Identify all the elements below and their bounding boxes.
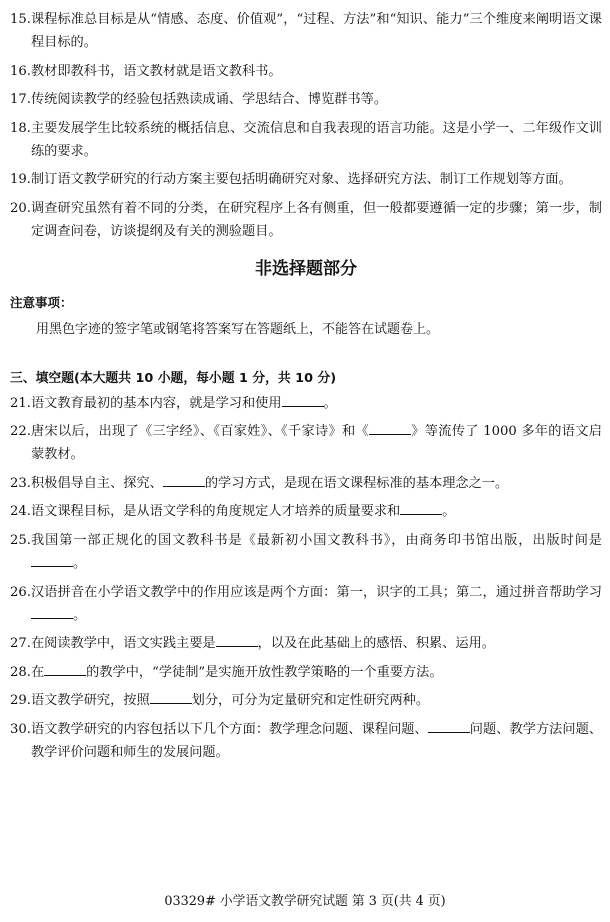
question-15 [10,8,602,55]
question-text: 教材即教科书，语文教材就是语文教科书。 [30,63,282,79]
answer-blank [150,691,192,704]
question-text-after: 。 [72,607,87,623]
question-number: 28. [10,664,31,680]
question-23 [10,472,602,495]
question-16 [10,60,602,83]
question-25 [10,529,602,576]
question-text: 调查研究虽然有着不同的分类，在研究程序上各有侧重，但一般都要遵循一定的步骤；第一步，制定调查问卷，访谈提纲及有关的测验题目。 [30,200,602,240]
question-20 [10,197,602,244]
answer-blank [400,502,442,515]
question-text: 主要发展学生比较系统的概括信息、交流信息和自我表现的语言功能。这是小学一、二年级作文训练的要求。 [30,120,602,160]
notice-text: 用黑色字迹的签字笔或钢笔将答案写在答题纸上，不能答在试题卷上。 [36,321,440,337]
question-text [31,392,602,415]
question-text [31,581,602,628]
answer-blank [31,554,73,567]
question-text-after: 。 [72,556,87,572]
question-text [31,689,602,712]
notice-heading: 注意事项： [10,294,73,310]
question-text-before: 语文教育最初的基本内容，就是学习和使用 [30,395,282,411]
page-content [10,8,602,769]
question-21 [10,392,602,415]
question-number: 24. [10,504,31,520]
question-29 [10,689,602,712]
question-17 [10,88,602,111]
question-27 [10,632,602,655]
answer-blank [31,606,73,619]
question-text-after: 划分，可分为定量研究和定性研究两种。 [191,693,430,709]
question-text-after: 问题、教学方法问题、教学评价问题和师生的发展问题。 [30,721,603,760]
question-text: 制订语文教学研究的行动方案主要包括明确研究对象、选择研究方法、制订工作规划等方面。 [30,172,572,188]
question-26 [10,581,602,628]
question-text-after: 的教学中，“学徒制”是实施开放性教学策略的一个重要方法。 [86,664,443,680]
question-number: 16. [10,63,31,79]
page-footer: 03329# 小学语文教学研究试题 第 3 页(共 4 页) [164,894,446,909]
answer-blank [282,394,324,407]
question-text-before: 语文课程目标，是从语文学科的角度规定人才培养的质量要求和 [30,504,401,520]
question-text-before: 我国第一部正规化的国文教科书是《最新初小国文教科书》，由商务印书馆出版，出版时间是 [30,532,602,548]
question-text [31,472,602,495]
question-number: 20. [10,200,31,216]
question-text: 课程标准总目标是从“情感、态度、价值观”，“过程、方法”和“知识、能力”三个维度来阐明语文课程目标的。 [30,12,602,51]
question-text: 传统阅读教学的经验包括熟读成诵、学思结合、博览群书等。 [30,92,388,108]
answer-blank [369,422,411,435]
question-number: 23. [10,475,31,491]
answer-blank [428,720,470,733]
question-number: 26. [10,584,31,600]
question-number: 25. [10,532,31,548]
question-text-after: 。 [442,504,456,520]
question-number: 22. [10,424,31,440]
question-text [31,500,602,523]
answer-blank [44,663,86,676]
question-19 [10,168,602,191]
question-28 [10,661,602,684]
question-text-after: 。 [323,395,337,411]
question-text [31,420,602,467]
section-title: 非选择题部分 [255,258,357,279]
question-text [31,632,602,655]
question-number: 19. [10,172,31,188]
question-number: 15. [10,12,31,27]
question-text [31,529,602,576]
question-number: 18. [10,120,31,136]
question-text-after: ，以及在此基础上的感悟、积累、运用。 [257,636,495,652]
question-22 [10,420,602,467]
question-number: 30. [10,721,31,737]
question-number: 17. [10,92,31,108]
true-false-items [10,8,602,244]
question-text-after: 》等流传了 1000 多年的语文启蒙教材。 [30,424,602,463]
question-number: 29. [10,693,31,709]
question-text [31,661,602,684]
question-text-before: 唐宋以后，出现了《三字经》、《百家姓》、《千家诗》和《 [30,424,369,440]
question-text-before: 语文教学研究，按照 [30,693,150,709]
question-text-before: 汉语拼音在小学语文教学中的作用应该是两个方面：第一，识字的工具；第二，通过拼音帮助学习 [30,584,602,600]
answer-blank [216,634,258,647]
question-text-before: 积极倡导自主、探究、 [30,475,163,491]
question-text [31,718,602,765]
question-18 [10,117,602,164]
question-text-before: 在 [30,664,45,680]
question-text-after: 的学习方式，是现在语文课程标准的基本理念之一。 [204,475,509,491]
question-text-before: 语文教学研究的内容包括以下几个方面：教学理念问题、课程问题、 [30,721,428,737]
question-number: 21. [10,395,31,411]
fill-in-items [10,392,602,765]
answer-blank [163,474,205,487]
question-24 [10,500,602,523]
part-heading: 三、填空题(本大题共 10 小题，每小题 1 分，共 10 分) [10,370,337,386]
question-number: 27. [10,636,31,652]
question-text-before: 在阅读教学中，语文实践主要是 [30,636,216,652]
question-30 [10,718,602,765]
